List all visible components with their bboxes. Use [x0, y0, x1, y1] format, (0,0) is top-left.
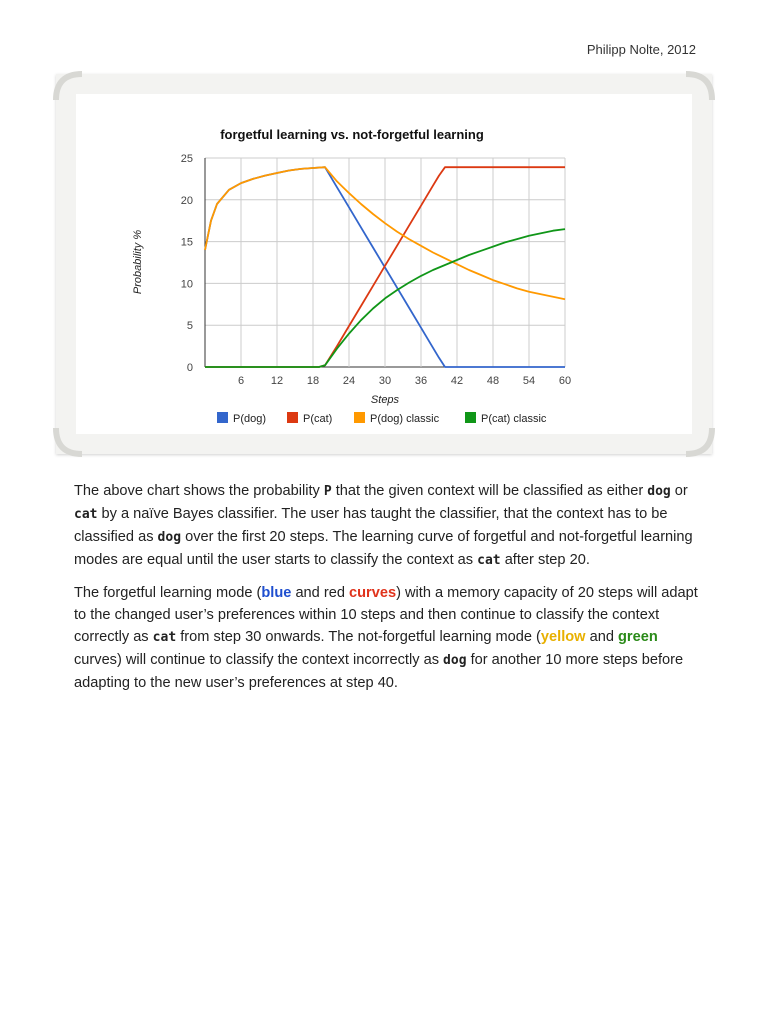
- x-tick-label: 18: [306, 375, 320, 387]
- line-chart: [0, 0, 768, 470]
- code-cat: cat: [152, 630, 177, 645]
- legend-label: P(cat) classic: [481, 413, 547, 425]
- y-tick-label: 10: [180, 278, 193, 291]
- x-axis-label: Steps: [370, 394, 400, 406]
- y-tick-label: 20: [180, 194, 193, 207]
- body-text: [74, 480, 698, 704]
- x-tick-label: 42: [450, 375, 464, 387]
- highlight-yellow: yellow: [540, 629, 586, 645]
- legend-label: P(dog): [233, 413, 267, 425]
- code-dog: dog: [443, 653, 467, 668]
- legend-swatch: [217, 412, 228, 423]
- x-tick-label: 6: [237, 375, 245, 387]
- x-tick-label: 60: [558, 375, 572, 387]
- y-tick-label: 15: [180, 236, 193, 249]
- highlight-curves: curves: [349, 585, 397, 601]
- y-axis-label: Probability %: [132, 229, 144, 295]
- y-tick-label: 5: [186, 320, 193, 333]
- author-credit: Philipp Nolte, 2012: [586, 42, 696, 57]
- code-dog: dog: [647, 484, 671, 499]
- legend-label: P(cat): [303, 413, 333, 425]
- x-tick-label: 24: [342, 375, 356, 387]
- chart-title: forgetful learning vs. not-forgetful learning: [220, 127, 484, 142]
- x-tick-label: 48: [486, 375, 500, 387]
- highlight-blue: blue: [261, 585, 292, 601]
- y-tick-label: 0: [186, 362, 193, 374]
- code-cat: cat: [74, 507, 98, 522]
- p-symbol: P: [323, 484, 332, 499]
- legend-swatch: [287, 412, 298, 423]
- x-tick-label: 12: [270, 375, 284, 387]
- code-cat: cat: [477, 553, 501, 568]
- paragraph-1: The above chart shows the probability P that the given context will be classified as either dog or cat by a naïve Bayes classifier. The user has taught the classifier, that the context has to be classified as dog over the first 20 steps. The learning curve of forgetful and not-forgetful learning modes are equal until the user starts to classify the context as cat after step 20.: [74, 483, 693, 568]
- legend-swatch: [465, 412, 476, 423]
- highlight-green: green: [618, 629, 658, 645]
- y-tick-label: 25: [180, 153, 193, 165]
- x-tick-label: 54: [522, 375, 536, 387]
- x-tick-label: 36: [414, 375, 428, 387]
- code-dog: dog: [157, 530, 182, 545]
- paragraph-2: The forgetful learning mode (blue and red curves) with a memory capacity of 20 steps will adapt to the changed user’s preferences within 10 steps and then continue to classify the context correctly as cat from step 30 onwards. The not-forgetful learning mode (yellow and green curves) will continue to classify the context incorrectly as dog for another 10 more steps before adapting to the new user’s preferences at step 40.: [74, 585, 698, 691]
- x-tick-label: 30: [378, 375, 392, 387]
- legend-label: P(dog) classic: [370, 413, 440, 425]
- legend-swatch: [354, 412, 365, 423]
